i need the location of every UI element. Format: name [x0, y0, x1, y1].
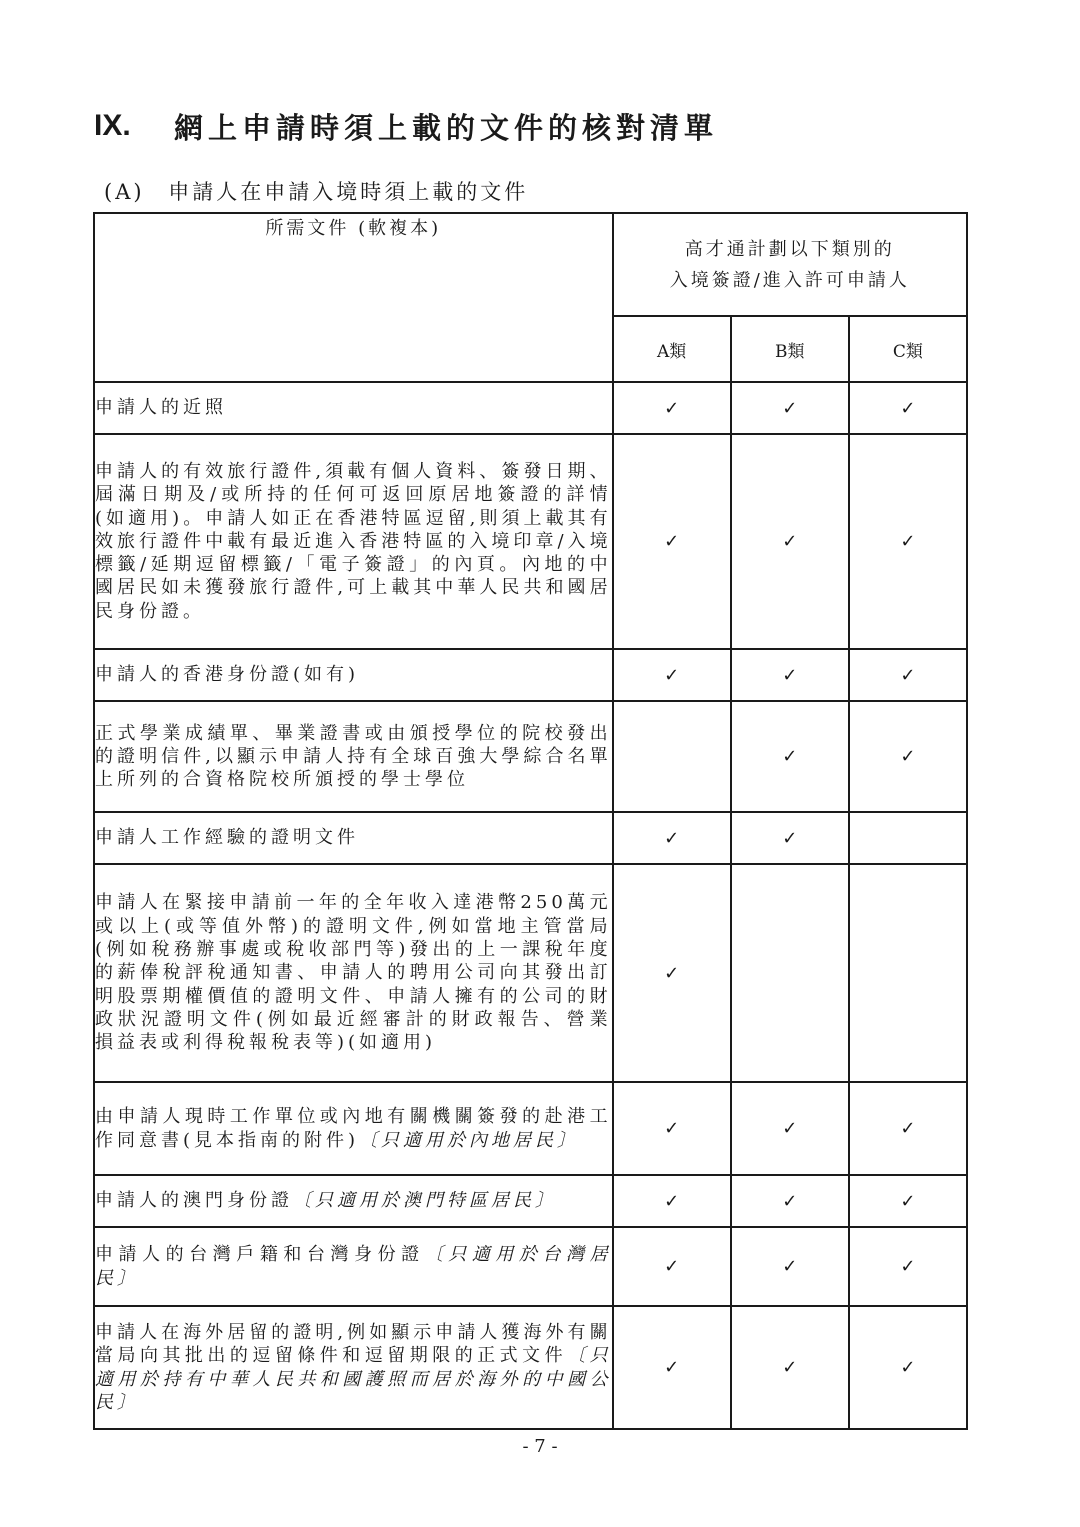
- page-number: - 7 -: [522, 1436, 558, 1457]
- table-row: [94, 812, 967, 864]
- applicability-note: 〔只適用於澳門特區居民〕: [293, 1190, 557, 1212]
- check-mark-icon: ✓: [664, 1118, 680, 1139]
- document-text: 申請人的有效旅行證件,須載有個人資料、簽發日期、屆滿日期及/或所持的任何可返回原居地簽證的詳情(如適用)。申請人如正在香港特區逗留,則須上載其有效旅行證件中載有最近進入香港特區的入境印章/入境標籤/延期逗留標籤/「電子簽證」的內頁。內地的中國居民如未獲發旅行證件,可上載其中華人民共和國居民身份證。: [95, 460, 612, 622]
- check-cell-a: [613, 1082, 731, 1175]
- check-mark-icon: ✓: [664, 1190, 680, 1212]
- check-cell-a: [613, 1227, 731, 1306]
- check-cell-c: [849, 1082, 967, 1175]
- table-row: [94, 1175, 967, 1227]
- document-text: 申請人的澳門身份證: [95, 1190, 293, 1212]
- check-cell-b: [731, 812, 849, 864]
- document-checklist-table: [93, 212, 968, 1430]
- category-c-header: C類: [849, 316, 967, 382]
- check-mark-icon: ✓: [782, 1190, 798, 1212]
- check-cell-b: [731, 1227, 849, 1306]
- check-cell-b: [731, 1306, 849, 1429]
- check-cell-b: [731, 382, 849, 434]
- applicability-note: 〔只適用於持有中華人民共和國護照而居於海外的中國公民〕: [95, 1345, 612, 1413]
- table-row: [94, 701, 967, 812]
- table-row: [94, 649, 967, 701]
- check-cell-b: [731, 1082, 849, 1175]
- section-number: IX.: [94, 109, 131, 142]
- document-description: [94, 701, 613, 812]
- check-mark-icon: ✓: [782, 746, 798, 767]
- applicant-category-header: [613, 213, 967, 316]
- check-cell-c: [849, 1175, 967, 1227]
- check-cell-b: [731, 864, 849, 1082]
- table-row: [94, 1306, 967, 1429]
- section-title: 網上申請時須上載的文件的核對清單: [174, 110, 719, 145]
- check-cell-b: [731, 434, 849, 649]
- table-row: [94, 864, 967, 1082]
- check-mark-icon: ✓: [664, 1256, 680, 1277]
- check-mark-icon: ✓: [900, 664, 916, 686]
- document-text: 申請人的台灣戶籍和台灣身份證: [95, 1244, 425, 1266]
- check-cell-a: [613, 864, 731, 1082]
- category-a-header: A類: [613, 316, 731, 382]
- check-cell-a: [613, 649, 731, 701]
- check-mark-icon: ✓: [664, 397, 680, 419]
- applicant-category-header-line2: 入境簽證/進入許可申請人: [669, 269, 910, 291]
- check-mark-icon: ✓: [664, 531, 680, 552]
- subsection-title: 申請人在申請入境時須上載的文件: [168, 180, 529, 204]
- check-cell-a: [613, 1175, 731, 1227]
- document-description: [94, 434, 613, 649]
- document-description: [94, 1082, 613, 1175]
- check-mark-icon: ✓: [900, 1256, 916, 1277]
- check-cell-a: [613, 812, 731, 864]
- check-mark-icon: ✓: [782, 1118, 798, 1139]
- document-text: 由申請人現時工作單位或內地有關機關簽發的赴港工作同意書(見本指南的附件): [95, 1106, 612, 1151]
- check-cell-c: [849, 382, 967, 434]
- check-cell-c: [849, 649, 967, 701]
- check-mark-icon: ✓: [782, 664, 798, 686]
- check-mark-icon: ✓: [664, 827, 680, 849]
- category-b-header: B類: [731, 316, 849, 382]
- table-row: [94, 434, 967, 649]
- table-row: [94, 1227, 967, 1306]
- check-mark-icon: ✓: [664, 962, 680, 984]
- check-mark-icon: ✓: [664, 664, 680, 686]
- check-cell-b: [731, 649, 849, 701]
- check-cell-c: [849, 864, 967, 1082]
- document-description: [94, 1175, 613, 1227]
- check-mark-icon: ✓: [664, 1357, 680, 1378]
- subsection-heading: [104, 176, 528, 206]
- required-documents-header: 所需文件 (軟複本): [94, 213, 613, 382]
- check-cell-c: [849, 434, 967, 649]
- check-mark-icon: ✓: [782, 397, 798, 419]
- check-cell-a: [613, 434, 731, 649]
- table-row: [94, 382, 967, 434]
- check-cell-a: [613, 1306, 731, 1429]
- check-cell-c: [849, 812, 967, 864]
- check-cell-b: [731, 1175, 849, 1227]
- subsection-label: (A): [104, 180, 145, 204]
- section-heading: [94, 104, 718, 148]
- check-mark-icon: ✓: [900, 1190, 916, 1212]
- check-cell-c: [849, 1227, 967, 1306]
- document-description: [94, 1227, 613, 1306]
- check-mark-icon: ✓: [782, 827, 798, 849]
- document-text: 申請人在緊接申請前一年的全年收入達港幣250萬元或以上(或等值外幣)的證明文件,例如當地主管當局(例如稅務辦事處或稅收部門等)發出的上一課稅年度的薪俸稅評稅通知書、申請人的聘用公司向其發出訂明股票期權價值的證明文件、申請人擁有的公司的財政狀況證明文件(例如最近經審計的財政報告、營業損益表或利得稅報稅表等)(如適用): [95, 892, 612, 1054]
- table-row: [94, 1082, 967, 1175]
- check-mark-icon: ✓: [900, 1118, 916, 1139]
- check-mark-icon: ✓: [900, 397, 916, 419]
- check-cell-b: [731, 701, 849, 812]
- document-text: 申請人的香港身份證(如有): [95, 664, 360, 686]
- document-description: [94, 382, 613, 434]
- check-cell-c: [849, 1306, 967, 1429]
- check-cell-a: [613, 382, 731, 434]
- document-description: [94, 812, 613, 864]
- applicability-note: 〔只適用於台灣居民〕: [95, 1244, 612, 1289]
- check-mark-icon: ✓: [782, 1357, 798, 1378]
- check-cell-a: [613, 701, 731, 812]
- document-description: [94, 1306, 613, 1429]
- check-mark-icon: ✓: [900, 1357, 916, 1378]
- document-text: 申請人工作經驗的證明文件: [95, 827, 359, 849]
- document-text: 申請人的近照: [95, 397, 227, 419]
- check-mark-icon: ✓: [782, 1256, 798, 1277]
- document-description: [94, 864, 613, 1082]
- document-text: 申請人在海外居留的證明,例如顯示申請人獲海外有關當局向其批出的逗留條件和逗留期限的正式文件: [95, 1321, 612, 1367]
- check-cell-c: [849, 701, 967, 812]
- check-mark-icon: ✓: [900, 746, 916, 767]
- checklist-rows: [94, 382, 967, 1429]
- check-mark-icon: ✓: [782, 531, 798, 552]
- applicability-note: 〔只適用於內地居民〕: [359, 1129, 580, 1151]
- document-text: 正式學業成績單、畢業證書或由頒授學位的院校發出的證明信件,以顯示申請人持有全球百強大學綜合名單上所列的合資格院校所頒授的學士學位: [95, 722, 612, 791]
- document-description: [94, 649, 613, 701]
- applicant-category-header-line1: 高才通計劃以下類別的: [684, 238, 895, 260]
- check-mark-icon: ✓: [900, 531, 916, 552]
